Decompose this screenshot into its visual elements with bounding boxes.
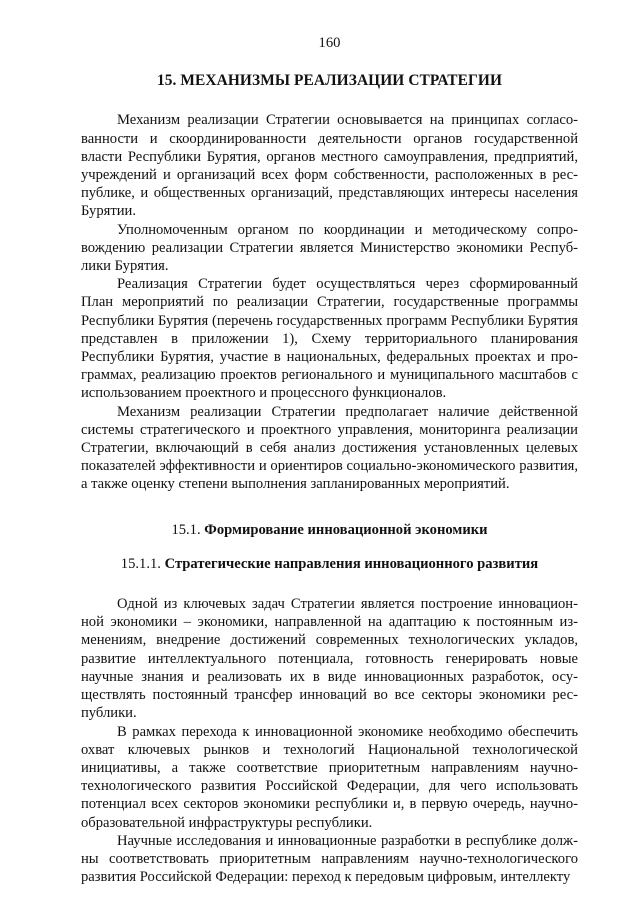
paragraph: Реализация Стратегии будет осуществляться через сформированный План мероприятий по реализации Стратегии, государственные программы Республики Бурятия (перечень государственных программ Республики Бурятия представлен в приложении 1), Схему территориального планирования Республики Бурятия, участие в национальных, федеральных проектах и программах, реализацию проектов регионального и муниципального масштабов с использованием проектного и процессного функционалов. bbox=[81, 276, 578, 402]
paragraph: Механизм реализации Стратегии предполагает наличие действенной системы стратегического и проектного управления, мониторинга реализации Стратегии, включающий в себя анализ достижения установленных целевых показателей эффективности и ориентиров социально-экономического развития, а также оценку степени выполнения запланированных мероприятий. bbox=[81, 403, 578, 493]
paragraph: Уполномоченным органом по координации и методическому сопровождению реализации Стратегии является Министерство экономики Республики Бурятия. bbox=[81, 221, 578, 275]
page-number: 160 bbox=[318, 35, 341, 51]
section-title: Формирование инновационной экономики bbox=[204, 521, 488, 538]
body-section bbox=[81, 595, 578, 886]
chapter-title: 15. МЕХАНИЗМЫ РЕАЛИЗАЦИИ СТРАТЕГИИ bbox=[156, 72, 503, 90]
paragraph: Научные исследования и инновационные разработки в республике должны соответствовать приоритетным направлениям научно-технологического развития Российской Федерации: переход к передовым цифровым, интеллекту bbox=[81, 832, 578, 886]
subsection-heading bbox=[81, 555, 578, 573]
document-page bbox=[81, 34, 578, 886]
section-number: 15.1. bbox=[171, 521, 201, 538]
paragraph: Механизм реализации Стратегии основывается на принципах согласованности и скоординированности деятельности органов государственной власти Республики Бурятия, органов местного самоуправления, предприятий, учреждений и организаций всех форм собственности, расположенных в республике, и общественных организаций, представляющих интересы населения Бурятии. bbox=[81, 112, 578, 220]
subsection-title: Стратегические направления инновационного развития bbox=[164, 555, 539, 572]
intro-section bbox=[81, 111, 578, 493]
subsection-number: 15.1.1. bbox=[120, 555, 161, 572]
paragraph: В рамках перехода к инновационной экономике необходимо обеспечить охват ключевых рынков и технологий Национальной технологической инициативы, а также соответствие приоритетным направлениям научно-технологического развития Российской Федерации, для чего использовать потенциал всех секторов экономики республики и, в первую очередь, научно-образовательной инфраструктуры республики. bbox=[81, 723, 578, 831]
paragraph: Одной из ключевых задач Стратегии является построение инновационной экономики – экономики, направленной на адаптацию к постоянным изменениям, внедрение достижений современных технологических укладов, развитие интеллектуального потенциала, готовность генерировать новые научные знания и реализовать их в виде инновационных разработок, осуществлять постоянный трансфер инноваций во все секторы экономики республики. bbox=[81, 596, 578, 722]
section-heading bbox=[81, 521, 578, 539]
